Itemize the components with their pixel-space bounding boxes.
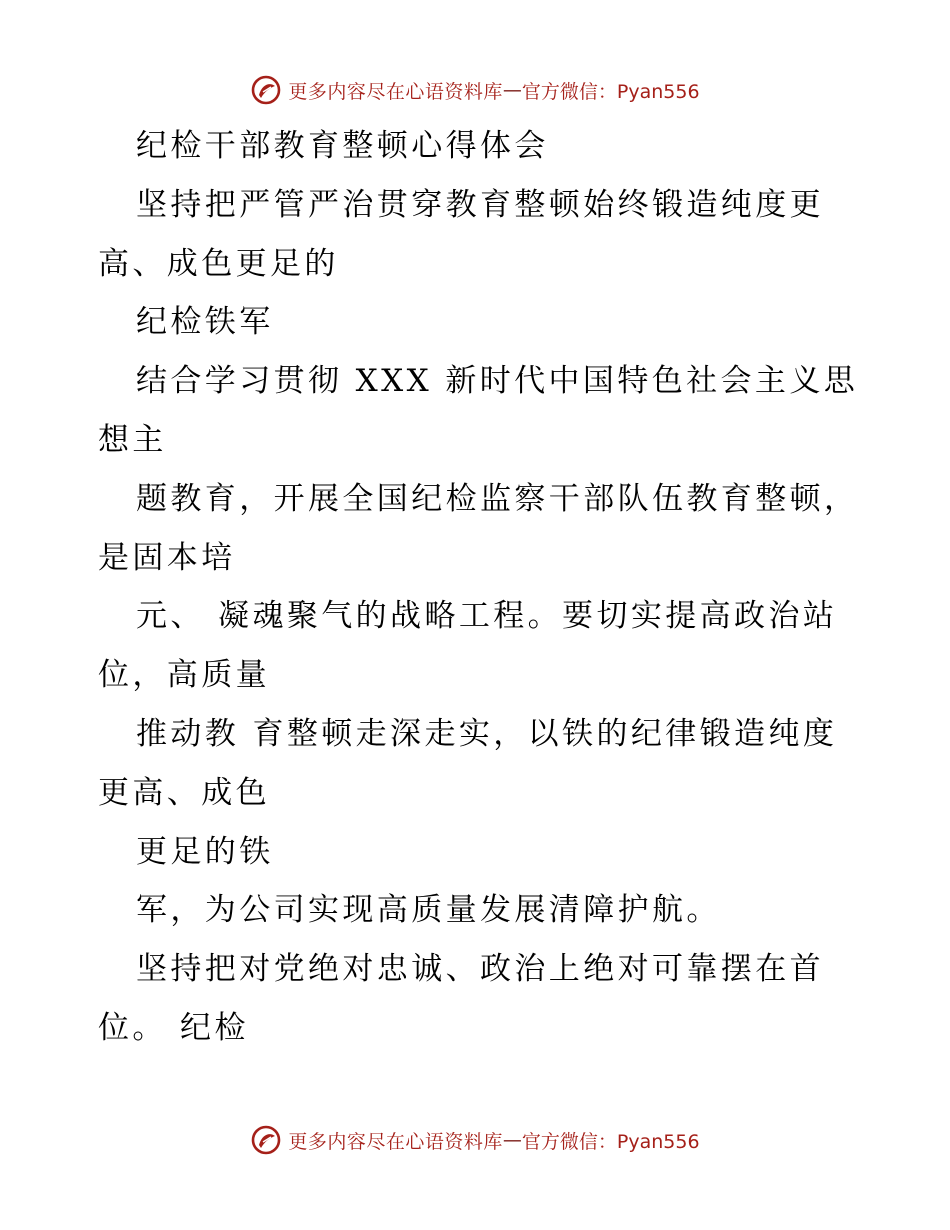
footer-wechat-text: 官方微信：Pyan556: [521, 1130, 700, 1153]
text-line: 更足的铁: [136, 833, 274, 870]
footer-banner-separator: —: [502, 1129, 522, 1151]
text-line: 是固本培: [98, 539, 236, 576]
text-line: 军，为公司实现高质量发展清障护航。: [136, 892, 721, 929]
text-line: 位。 纪检: [98, 1009, 249, 1046]
text-line: 推动教 育整顿走深走实，以铁的纪律锻造纯度: [136, 715, 838, 752]
text-line: 题教育，开展全国纪检监察干部队伍教育整顿，: [136, 480, 859, 517]
text-line: 坚持把严管严治贯穿教育整顿始终锻造纯度更: [136, 186, 824, 223]
text-line: 想主: [98, 421, 167, 458]
text-line: 纪检铁军: [136, 304, 274, 341]
text-line: 纪检干部教育整顿心得体会: [136, 128, 549, 164]
text-line: 元、 凝魂聚气的战略工程。要切实提高政治站: [136, 598, 838, 635]
text-line: 结合学习贯彻 XXX 新时代中国特色社会主义思: [136, 363, 859, 400]
text-line: 位，高质量: [98, 657, 270, 694]
logo-icon: [250, 74, 282, 106]
header-banner-separator: —: [502, 79, 522, 101]
footer-banner: [0, 1120, 950, 1160]
header-wechat-text: 官方微信：Pyan556: [521, 80, 700, 103]
header-banner-text: 更多内容尽在心语资料库: [288, 80, 503, 103]
logo-icon: [250, 1124, 282, 1156]
text-line: 坚持把对党绝对忠诚、政治上绝对可靠摆在首: [136, 951, 824, 988]
text-line: 高、成色更足的: [98, 245, 339, 282]
footer-banner-text: 更多内容尽在心语资料库: [288, 1130, 503, 1153]
header-banner: [0, 70, 950, 110]
document-body: [98, 117, 858, 1058]
text-line: 更高、成色: [98, 774, 270, 811]
